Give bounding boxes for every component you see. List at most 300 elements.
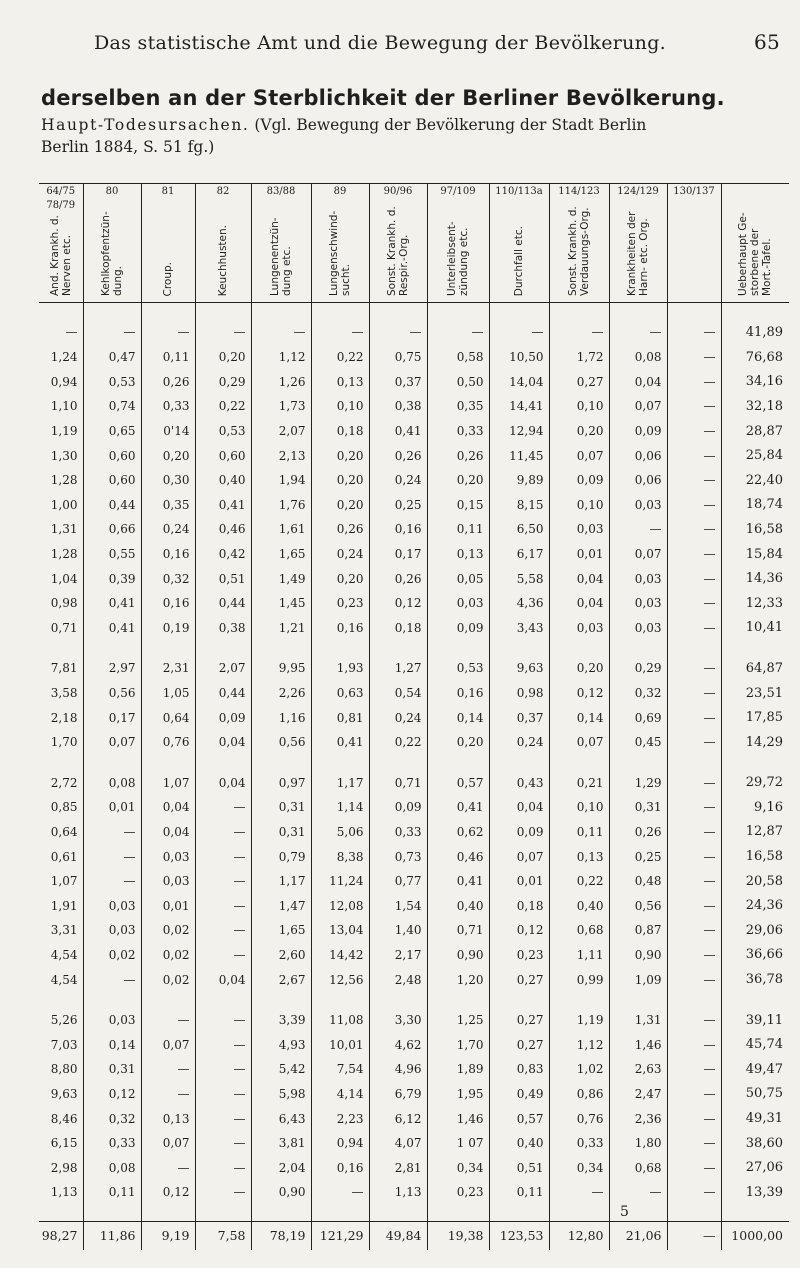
table-row (39, 681, 789, 706)
table-cell: — (609, 517, 667, 542)
table-cell: 9,19 (141, 1221, 195, 1250)
table-cell: 0,26 (427, 443, 489, 468)
table-row (39, 345, 789, 370)
gap-cell (427, 992, 489, 1008)
running-head-title: Das statistische Amt und die Bewegung der Bevölkerung. (93, 32, 666, 54)
table-cell: 0,53 (83, 370, 141, 395)
table-cell: 0,94 (311, 1131, 369, 1156)
table-cell: — (667, 443, 721, 468)
table-cell: 0,02 (83, 943, 141, 968)
column-label: Sonst. Krankh. d. Respir.-Org. (386, 206, 410, 296)
table-cell: 0,03 (427, 591, 489, 616)
table-cell: 0,87 (609, 918, 667, 943)
table-cell: 4,14 (311, 1082, 369, 1107)
table-cell: 24,36 (721, 893, 789, 918)
table-cell: 0,32 (141, 566, 195, 591)
column-label: Durchfall etc. (513, 225, 525, 296)
column-label: Ueberhaupt Ge- storbene der Mort.-Tafel. (737, 212, 774, 296)
table-cell: 0,44 (195, 681, 251, 706)
table-row (39, 1180, 789, 1205)
table-cell: 0,54 (369, 681, 427, 706)
table-cell: 0,69 (609, 705, 667, 730)
table-row (39, 1032, 789, 1057)
column-header (549, 184, 609, 303)
table-cell: 3,81 (251, 1131, 311, 1156)
table-cell: 78,19 (251, 1221, 311, 1250)
column-label: Kehlkopfentzün- dung. (100, 211, 124, 296)
table-cell: 2,36 (609, 1106, 667, 1131)
gap-cell (195, 755, 251, 771)
table-cell: 39,11 (721, 1008, 789, 1033)
table-row (39, 419, 789, 444)
table-cell: 0,18 (489, 893, 549, 918)
table-cell: 0,07 (549, 730, 609, 755)
table-cell: 0,21 (549, 771, 609, 796)
gap-cell (549, 303, 609, 319)
signature-mark: 5 (620, 1204, 629, 1220)
table-cell: 0,02 (141, 967, 195, 992)
table-cell: 13,39 (721, 1180, 789, 1205)
table-cell: 0,04 (549, 566, 609, 591)
table-cell: 0,86 (549, 1082, 609, 1107)
column-code: 80 (105, 186, 119, 197)
table-cell: — (667, 1032, 721, 1057)
table-row (39, 893, 789, 918)
column-label: Krankheiten der Harn- etc. Org. (626, 211, 650, 296)
table-cell: 0,65 (83, 419, 141, 444)
column-label: And. Krankh. d. Nerven etc. (48, 215, 73, 296)
table-cell: — (667, 394, 721, 419)
gap-cell (489, 303, 549, 319)
table-cell: 0,31 (251, 795, 311, 820)
table-cell: 0,44 (83, 493, 141, 518)
table-cell: 0,18 (311, 419, 369, 444)
table-cell: 1,09 (609, 967, 667, 992)
table-cell: 0,11 (141, 345, 195, 370)
table-cell: 22,40 (721, 468, 789, 493)
table-cell: 0,41 (83, 616, 141, 641)
table-cell: 0,74 (83, 394, 141, 419)
table-cell: 1,70 (427, 1032, 489, 1057)
table-cell: 1,49 (251, 566, 311, 591)
table-cell: 1,73 (251, 394, 311, 419)
table-cell: 0,29 (609, 656, 667, 681)
table-cell: 4,62 (369, 1032, 427, 1057)
table-cell: 0,14 (427, 705, 489, 730)
table-cell: 98,27 (39, 1221, 83, 1250)
table-row (39, 591, 789, 616)
table-cell: — (667, 656, 721, 681)
table-cell: 1,65 (251, 542, 311, 567)
subtitle-lead: Haupt-Todesursachen. (41, 116, 250, 134)
table-cell: 49,84 (369, 1221, 427, 1250)
gap-cell (251, 755, 311, 771)
table-cell: — (667, 869, 721, 894)
table-cell: — (549, 319, 609, 345)
table-cell: — (667, 893, 721, 918)
table-cell: 36,78 (721, 967, 789, 992)
table-cell: 64,87 (721, 656, 789, 681)
gap-cell (369, 755, 427, 771)
table-cell: 21,06 (609, 1221, 667, 1250)
table-cell: 4,36 (489, 591, 549, 616)
table-cell: 0,24 (369, 468, 427, 493)
group-gap (39, 992, 789, 1008)
table-cell: — (667, 820, 721, 845)
table-cell: — (667, 1155, 721, 1180)
table-cell: — (667, 419, 721, 444)
table-cell: 1,07 (50, 874, 78, 889)
table-cell: 0,68 (609, 1155, 667, 1180)
table-row (39, 918, 789, 943)
table-cell: 2,63 (609, 1057, 667, 1082)
table-cell: 16,58 (721, 517, 789, 542)
table-cell: 0,04 (489, 795, 549, 820)
table-cell: 8,15 (489, 493, 549, 518)
table-cell: — (667, 1131, 721, 1156)
table-cell: 0,31 (609, 795, 667, 820)
table-cell: 12,94 (489, 419, 549, 444)
column-header (311, 184, 369, 303)
table-cell: 0,05 (427, 566, 489, 591)
table-cell: 0,03 (83, 918, 141, 943)
table-cell: 0,07 (141, 1131, 195, 1156)
table-cell: 2,60 (251, 943, 311, 968)
table-cell: 0,61 (50, 849, 78, 864)
table-cell: 1,20 (427, 967, 489, 992)
table-cell: 1,12 (251, 345, 311, 370)
gap-cell (721, 1205, 789, 1222)
group-gap (39, 1205, 789, 1222)
gap-cell (549, 992, 609, 1008)
table-cell: — (427, 319, 489, 345)
table-cell: 0,37 (489, 705, 549, 730)
table-cell: — (667, 345, 721, 370)
table-cell: 0,04 (141, 820, 195, 845)
table-cell: 0,51 (195, 566, 251, 591)
table-cell: — (667, 370, 721, 395)
table-cell: 0,02 (141, 943, 195, 968)
table-cell: 0,42 (195, 542, 251, 567)
gap-cell (489, 755, 549, 771)
group-gap (39, 303, 789, 319)
column-header (721, 184, 789, 303)
table-cell: 11,24 (311, 869, 369, 894)
table-cell: — (311, 319, 369, 345)
table-cell: 1,65 (251, 918, 311, 943)
table-cell: 1,05 (141, 681, 195, 706)
table-cell: — (195, 1032, 251, 1057)
gap-cell (609, 755, 667, 771)
table-cell: 0,25 (369, 493, 427, 518)
table-cell: 1,29 (609, 771, 667, 796)
table-cell: 3,39 (251, 1008, 311, 1033)
table-cell: 0,04 (195, 967, 251, 992)
table-cell: 0,46 (195, 517, 251, 542)
table-cell: 0,23 (311, 591, 369, 616)
table-cell: — (83, 820, 141, 845)
group-gap (39, 755, 789, 771)
table-cell: 0,33 (549, 1131, 609, 1156)
table-cell: 3,30 (369, 1008, 427, 1033)
table-cell: 0,12 (83, 1082, 141, 1107)
table-cell: 5,58 (489, 566, 549, 591)
table-row (39, 869, 789, 894)
table-row (39, 1008, 789, 1033)
table-cell: 10,01 (311, 1032, 369, 1057)
gap-cell (609, 1205, 667, 1222)
table-cell: 0,56 (609, 893, 667, 918)
column-header (195, 184, 251, 303)
table-cell: 1,07 (141, 771, 195, 796)
table-cell: 0,29 (195, 370, 251, 395)
table-cell: 1,14 (311, 795, 369, 820)
gap-cell (427, 1205, 489, 1222)
table-cell: 2,48 (369, 967, 427, 992)
table-cell: 0,85 (50, 800, 78, 815)
table-cell: 14,29 (721, 730, 789, 755)
table-cell: 0,64 (50, 824, 78, 839)
table-cell: 0,01 (489, 869, 549, 894)
table-cell: 29,72 (721, 771, 789, 796)
table-cell: 0,17 (83, 705, 141, 730)
table-cell: 1,13 (50, 1185, 78, 1200)
table-cell: 0,53 (427, 656, 489, 681)
table-cell: 123,53 (489, 1221, 549, 1250)
table-cell: 0,16 (427, 681, 489, 706)
table-cell: 3,43 (489, 616, 549, 641)
table-cell: 1,19 (549, 1008, 609, 1033)
table-cell: 0,31 (83, 1057, 141, 1082)
column-label: Lungenentzün- dung etc. (269, 217, 293, 296)
table-cell: 0,01 (83, 795, 141, 820)
table-cell: 0,03 (549, 616, 609, 641)
table-cell: — (195, 893, 251, 918)
table-cell: — (667, 681, 721, 706)
table-cell: 1,25 (427, 1008, 489, 1033)
table-cell: 0,03 (549, 517, 609, 542)
table-cell: — (667, 1008, 721, 1033)
table-cell: — (195, 1057, 251, 1082)
table-cell: 0,20 (311, 468, 369, 493)
table-cell: 29,06 (721, 918, 789, 943)
table-cell: 0,04 (609, 370, 667, 395)
table-cell: — (141, 1057, 195, 1082)
table-cell: 3,31 (50, 923, 78, 938)
table-cell: 1,93 (311, 656, 369, 681)
table-cell: 2,47 (609, 1082, 667, 1107)
table-cell: 0,09 (195, 705, 251, 730)
table-cell: 1,94 (251, 468, 311, 493)
table-cell: 12,80 (549, 1221, 609, 1250)
table-cell: 0,14 (549, 705, 609, 730)
gap-cell (83, 1205, 141, 1222)
table-cell: 0,41 (83, 591, 141, 616)
table-cell: 0,90 (251, 1180, 311, 1205)
gap-cell (141, 992, 195, 1008)
table-cell: 0,07 (549, 443, 609, 468)
table-cell: 0,22 (195, 394, 251, 419)
table-cell: 2,26 (251, 681, 311, 706)
table-cell: — (195, 1082, 251, 1107)
table-row (39, 443, 789, 468)
table-cell: 0,03 (83, 1008, 141, 1033)
table-cell: 13,04 (311, 918, 369, 943)
gap-cell (369, 640, 427, 656)
table-cell: — (83, 869, 141, 894)
table-cell: 0,03 (609, 616, 667, 641)
table-cell: 5,98 (251, 1082, 311, 1107)
table-cell: 0,33 (83, 1131, 141, 1156)
table-cell: — (609, 1180, 667, 1205)
table-cell: 7,54 (311, 1057, 369, 1082)
table-cell: 9,95 (251, 656, 311, 681)
column-header (83, 184, 141, 303)
table-cell: 0,24 (141, 517, 195, 542)
table-cell: 0,04 (195, 771, 251, 796)
column-header (369, 184, 427, 303)
table-row (39, 1131, 789, 1156)
table-cell: 0,03 (609, 591, 667, 616)
gap-cell (549, 1205, 609, 1222)
table-cell: 1000,00 (721, 1221, 789, 1250)
table-cell: 0,06 (609, 443, 667, 468)
table-cell: 0,33 (427, 419, 489, 444)
table-row (39, 566, 789, 591)
table-body (39, 303, 789, 1250)
table-cell: 0,47 (83, 345, 141, 370)
table-cell: 0,50 (427, 370, 489, 395)
table-cell: 0,09 (369, 795, 427, 820)
table-cell: 0,13 (311, 370, 369, 395)
table-row (39, 1106, 789, 1131)
table-cell: 0,48 (609, 869, 667, 894)
table-cell: 0,55 (83, 542, 141, 567)
gap-cell (369, 303, 427, 319)
table-cell: 0,27 (489, 1032, 549, 1057)
table-cell: 0,32 (83, 1106, 141, 1131)
table-cell: 0,12 (369, 591, 427, 616)
table-cell: 0,16 (141, 542, 195, 567)
gap-cell (39, 303, 83, 319)
table-cell: 0,44 (195, 591, 251, 616)
table-cell: 0,83 (489, 1057, 549, 1082)
table-cell: 19,38 (427, 1221, 489, 1250)
table-cell: 10,41 (721, 616, 789, 641)
table-cell: 1,12 (549, 1032, 609, 1057)
column-code: 124/129 (617, 186, 659, 197)
table-cell: 41,89 (721, 319, 789, 345)
gap-cell (609, 640, 667, 656)
table-cell: 0'14 (141, 419, 195, 444)
table-cell: — (609, 319, 667, 345)
table-row (39, 771, 789, 796)
gap-cell (721, 303, 789, 319)
table-cell: 6,43 (251, 1106, 311, 1131)
table-cell: 0,03 (141, 844, 195, 869)
table-cell: 0,04 (141, 795, 195, 820)
table-cell: 0,38 (195, 616, 251, 641)
table-cell: 1,02 (549, 1057, 609, 1082)
table-cell: 0,08 (609, 345, 667, 370)
table-cell: 0,20 (195, 345, 251, 370)
table-cell: 0,99 (549, 967, 609, 992)
table-cell: 0,04 (195, 730, 251, 755)
table-cell: 0,40 (549, 893, 609, 918)
table-row (39, 319, 789, 345)
table-cell: 27,06 (721, 1155, 789, 1180)
table-cell: 0,13 (549, 844, 609, 869)
table-cell: 0,07 (83, 730, 141, 755)
gap-cell (427, 755, 489, 771)
table-cell: — (195, 943, 251, 968)
table-cell: 0,71 (50, 620, 78, 635)
table-cell: — (83, 319, 141, 345)
table-cell: 0,53 (195, 419, 251, 444)
table-cell: 0,77 (369, 869, 427, 894)
gap-cell (427, 640, 489, 656)
table-cell: 0,49 (489, 1082, 549, 1107)
table-cell: — (195, 1155, 251, 1180)
table-cell: — (195, 844, 251, 869)
table-cell: 0,81 (311, 705, 369, 730)
table-cell: 1,31 (50, 522, 78, 537)
table-cell: 0,16 (311, 1155, 369, 1180)
table-cell: 0,76 (141, 730, 195, 755)
table-cell: 0,32 (609, 681, 667, 706)
table-cell: 6,12 (369, 1106, 427, 1131)
table-cell: 0,94 (50, 374, 78, 389)
table-cell: — (65, 325, 78, 339)
gap-cell (721, 640, 789, 656)
table-cell: 0,39 (83, 566, 141, 591)
table-cell: 0,07 (141, 1032, 195, 1057)
table-cell: — (195, 795, 251, 820)
table-cell: 0,03 (609, 493, 667, 518)
gap-cell (489, 992, 549, 1008)
table-cell: 0,10 (311, 394, 369, 419)
table-cell: — (83, 967, 141, 992)
table-cell: 0,33 (141, 394, 195, 419)
table-cell: — (667, 493, 721, 518)
table-cell: 16,58 (721, 844, 789, 869)
table-cell: 0,35 (141, 493, 195, 518)
table-cell: 9,89 (489, 468, 549, 493)
table-cell: 0,07 (609, 394, 667, 419)
table-row (39, 943, 789, 968)
table-cell: 14,04 (489, 370, 549, 395)
table-cell: — (667, 795, 721, 820)
table-cell: 6,50 (489, 517, 549, 542)
table-cell: 0,40 (427, 893, 489, 918)
column-code: 82 (216, 186, 230, 197)
table-cell: 0,06 (609, 468, 667, 493)
table-cell: 0,26 (369, 443, 427, 468)
table-cell: 0,20 (311, 566, 369, 591)
column-label: Croup. (162, 261, 174, 296)
table-cell: 1,31 (609, 1008, 667, 1033)
table-cell: 0,22 (311, 345, 369, 370)
gap-cell (311, 755, 369, 771)
gap-cell (369, 992, 427, 1008)
table-row (39, 517, 789, 542)
table-cell: 49,31 (721, 1106, 789, 1131)
table-cell: 2,72 (50, 775, 78, 790)
table-cell: 0,16 (311, 616, 369, 641)
table-cell: 0,12 (489, 918, 549, 943)
table-cell: 5,06 (311, 820, 369, 845)
table-cell: 18,74 (721, 493, 789, 518)
